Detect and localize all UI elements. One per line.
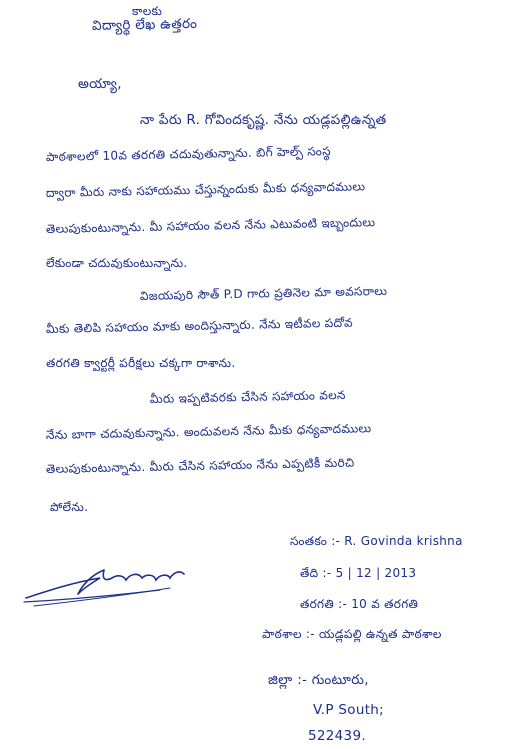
header-line-1: కాలకు xyxy=(132,4,163,18)
header-line-2: విద్యార్థి లేఖ ఉత్తరం xyxy=(91,15,198,34)
body-line: విజయపురి సౌత్ P.D గారు ప్రతినెల మా అవసరాలు xyxy=(139,283,388,303)
body-line: మీరు ఇప్పటివరకు చేసిన సహాయం వలన xyxy=(149,387,346,406)
sender-class: తరగతి :- 10 వ తరగతి xyxy=(300,597,419,611)
body-line: లేకుండా చదువుకుంటున్నాను. xyxy=(46,256,188,270)
body-line: నా పేరు R. గోవిందకృష్ణ. నేను యడ్లపల్లిఉన్నత xyxy=(140,112,387,128)
body-line: తెలుపుకుంటున్నాను. మీరు చేసిన సహాయం నేను ఎప్పటికీ మరిచి xyxy=(45,455,355,476)
sender-pin: 522439. xyxy=(308,728,366,744)
body-line: నేను బాగా చదువుకున్నాను. అందువలన నేను మీకు ధన్యవాదములు xyxy=(45,421,372,442)
body-line: ద్వారా మీరు నాకు సహాయము చేస్తున్నందుకు మీకు ధన్యవాదములు xyxy=(45,179,366,200)
body-line: మీకు తెలిపి సహాయం మాకు అందిస్తున్నారు. నేను ఇటీవల పదోవ xyxy=(45,315,353,336)
letter-date: తేది :- 5 | 12 | 2013 xyxy=(300,566,417,580)
body-line: పోలేను. xyxy=(50,500,89,514)
body-line: తెలుపుకుంటున్నాను. మీ సహాయం వలన నేను ఎటువంటి ఇబ్బందులు xyxy=(45,215,376,236)
sender-place: V.P South; xyxy=(313,702,385,718)
sender-district: జిల్లా :- గుంటూరు, xyxy=(268,672,369,688)
sender-name: సంతకం :- R. Govinda krishna xyxy=(290,534,463,548)
salutation: అయ్యా, xyxy=(78,76,122,92)
body-line: పాఠశాలలో 10వ తరగతి చదువుతున్నాను. బిగ్ హెల్ప్ సంస్థ xyxy=(45,144,331,164)
sender-school: పాఠశాల :- యడ్లపల్లి ఉన్నత పాఠశాల xyxy=(262,627,442,641)
signature-scribble xyxy=(20,556,190,616)
body-line: తరగతి క్వార్టర్లీ పరీక్షలు చక్కగా రాశాను. xyxy=(46,356,236,370)
